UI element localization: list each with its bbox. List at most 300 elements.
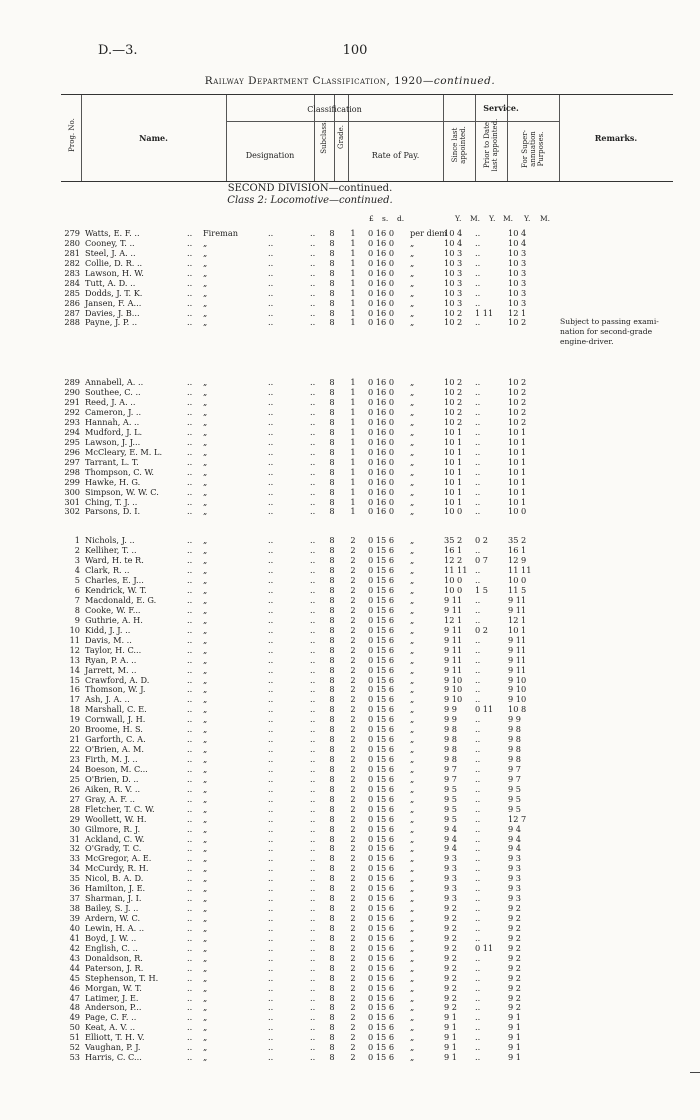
subclass-cell: 8 — [329, 307, 335, 318]
rate-cell: 0 15 6 — [368, 664, 395, 675]
table-row — [0, 238, 700, 248]
rate-period-cell: „ — [410, 1022, 415, 1033]
table-row — [0, 853, 700, 863]
rate-cell: 0 16 0 — [368, 397, 395, 408]
grade-cell: 1 — [350, 277, 356, 288]
superannuation-cell: 10 1 — [508, 476, 527, 487]
superannuation-cell: 9 11 — [508, 644, 527, 655]
prior-to-cell: .. — [475, 417, 481, 427]
grade-cell: 2 — [350, 734, 356, 745]
subclass-cell: 8 — [329, 247, 335, 258]
subclass-cell: 8 — [329, 833, 335, 844]
leader-dots: .. — [187, 823, 193, 834]
rate-period-cell: „ — [410, 644, 415, 655]
leader-dots: .. — [187, 436, 193, 447]
designation-cell: „ — [203, 436, 208, 447]
prior-to-cell: .. — [475, 1002, 481, 1013]
prior-to-cell: .. — [475, 377, 481, 388]
rate-cell: 0 15 6 — [368, 823, 395, 834]
superannuation-cell: 9 3 — [508, 853, 522, 864]
name-cell: Harris, C. C... — [85, 1052, 142, 1063]
leader-dots: .. — [268, 377, 274, 388]
leader-dots: .. — [187, 267, 193, 278]
superannuation-cell: 10 0 — [508, 575, 527, 586]
rate-cell: 0 15 6 — [368, 883, 395, 894]
designation-cell: „ — [203, 903, 208, 914]
leader-dots: .. — [187, 446, 193, 457]
prog-no-cell: 26 — [69, 783, 80, 794]
table-row — [0, 704, 700, 714]
grade-cell: 2 — [350, 932, 356, 943]
since-last-cell: 9 11 — [444, 654, 463, 665]
superannuation-cell: 10 1 — [508, 436, 527, 447]
designation-cell: „ — [203, 377, 208, 388]
table-row — [0, 1012, 700, 1022]
since-last-cell: 12 2 — [444, 555, 463, 566]
grade-cell: 2 — [350, 803, 356, 814]
name-cell: Parsons, D. I. — [85, 506, 141, 517]
prior-to-cell: .. — [475, 446, 481, 457]
subclass-cell: 8 — [329, 228, 335, 238]
leader-dots: .. — [310, 903, 316, 914]
leader-dots: .. — [310, 317, 316, 328]
rate-cell: 0 15 6 — [368, 694, 395, 705]
designation-cell: „ — [203, 407, 208, 418]
leader-dots: .. — [268, 634, 274, 645]
table-row — [0, 535, 700, 545]
leader-dots: .. — [268, 913, 274, 923]
leader-dots: .. — [310, 694, 316, 705]
rate-cell: 0 15 6 — [368, 595, 395, 605]
rate-cell: 0 15 6 — [368, 714, 395, 725]
table-row — [0, 555, 700, 565]
subclass-cell: 8 — [329, 545, 335, 556]
superannuation-cell: 9 2 — [508, 932, 522, 943]
rate-period-cell: „ — [410, 883, 415, 894]
prog-no-cell: 31 — [69, 833, 80, 844]
leader-dots: .. — [268, 317, 274, 328]
leader-dots: .. — [310, 654, 316, 665]
leader-dots: .. — [268, 893, 274, 904]
grade-cell: 2 — [350, 744, 356, 755]
prog-no-cell: 43 — [69, 952, 80, 963]
grade-cell: 2 — [350, 952, 356, 963]
since-last-cell: 9 4 — [444, 843, 458, 854]
leader-dots: .. — [310, 793, 316, 804]
leader-dots: .. — [310, 773, 316, 784]
superannuation-cell: 9 4 — [508, 833, 522, 844]
rate-cell: 0 15 6 — [368, 813, 395, 824]
name-cell: Jansen, F. A... — [85, 297, 142, 308]
leader-dots: .. — [187, 387, 193, 398]
prog-no-cell: 21 — [69, 734, 80, 745]
prog-no-cell: 290 — [64, 387, 80, 398]
designation-cell: „ — [203, 833, 208, 844]
designation-cell: „ — [203, 922, 208, 933]
rate-cell: 0 15 6 — [368, 1012, 395, 1023]
leader-dots: .. — [310, 476, 316, 487]
name-cell: Garforth, C. A. — [85, 734, 146, 745]
leader-dots: .. — [268, 873, 274, 884]
leader-dots: .. — [310, 714, 316, 725]
superannuation-cell: 9 10 — [508, 684, 527, 695]
table-row — [0, 993, 700, 1003]
leader-dots: .. — [187, 624, 193, 635]
name-cell: Ching, T. J. .. — [85, 496, 138, 507]
table-row — [0, 1042, 700, 1052]
subclass-cell: 8 — [329, 604, 335, 615]
designation-cell: „ — [203, 575, 208, 586]
designation-cell: „ — [203, 496, 208, 507]
since-last-cell: 10 1 — [444, 446, 463, 457]
rate-period-cell: „ — [410, 893, 415, 904]
since-last-cell: 9 2 — [444, 962, 458, 973]
leader-dots: .. — [187, 297, 193, 308]
prior-to-cell: .. — [475, 883, 481, 894]
leader-dots: .. — [268, 773, 274, 784]
rate-period-cell: „ — [410, 664, 415, 675]
since-last-cell: 12 1 — [444, 614, 463, 625]
rate-period-cell: „ — [410, 863, 415, 874]
leader-dots: .. — [187, 962, 193, 973]
leader-dots: .. — [268, 545, 274, 556]
name-cell: McCurdy, R. H. — [85, 863, 149, 874]
leader-dots: .. — [268, 575, 274, 586]
since-last-cell: 10 2 — [444, 397, 463, 408]
leader-dots: .. — [310, 456, 316, 467]
since-last-cell: 9 3 — [444, 863, 458, 874]
superannuation-cell: 10 2 — [508, 387, 527, 398]
rate-cell: 0 15 6 — [368, 1032, 395, 1043]
superannuation-cell: 9 1 — [508, 1012, 522, 1023]
subclass-cell: 8 — [329, 1012, 335, 1023]
since-last-cell: 10 3 — [444, 277, 463, 288]
table-row — [0, 684, 700, 694]
designation-cell: „ — [203, 1012, 208, 1023]
grade-cell: 1 — [350, 307, 356, 318]
subclass-cell: 8 — [329, 873, 335, 884]
prior-to-cell: .. — [475, 426, 481, 437]
leader-dots: .. — [310, 913, 316, 923]
leader-dots: .. — [187, 754, 193, 764]
rate-cell: 0 15 6 — [368, 972, 395, 983]
since-last-cell: 10 3 — [444, 257, 463, 268]
rate-cell: 0 15 6 — [368, 913, 395, 923]
since-last-cell: 10 2 — [444, 377, 463, 388]
rate-period-cell: „ — [410, 773, 415, 784]
prior-to-cell: .. — [475, 1022, 481, 1033]
grade-cell: 2 — [350, 843, 356, 854]
rate-period-cell: „ — [410, 535, 415, 546]
name-cell: McGregor, A. E. — [85, 853, 152, 864]
designation-cell: „ — [203, 565, 208, 576]
leader-dots: .. — [310, 466, 316, 477]
superannuation-cell: 9 2 — [508, 962, 522, 973]
prog-no-cell: 25 — [69, 773, 80, 784]
prior-to-cell: .. — [475, 595, 481, 605]
since-last-cell: 9 5 — [444, 803, 458, 814]
rate-period-cell: „ — [410, 634, 415, 645]
rate-cell: 0 16 0 — [368, 426, 395, 437]
leader-dots: .. — [310, 863, 316, 874]
since-last-cell: 9 11 — [444, 624, 463, 635]
prog-no-cell: 7 — [74, 595, 80, 605]
rate-period-cell: „ — [410, 237, 415, 248]
superannuation-cell: 10 4 — [508, 228, 527, 238]
table-row — [0, 744, 700, 754]
grade-cell: 1 — [350, 297, 356, 308]
grade-cell: 2 — [350, 614, 356, 625]
leader-dots: .. — [187, 724, 193, 735]
leader-dots: .. — [268, 704, 274, 715]
superannuation-cell: 9 3 — [508, 873, 522, 884]
table-row — [0, 298, 700, 308]
name-cell: Morgan, W. T. — [85, 982, 142, 993]
subclass-cell: 8 — [329, 1042, 335, 1053]
prog-no-cell: 291 — [64, 397, 80, 408]
subclass-cell: 8 — [329, 982, 335, 993]
table-row — [0, 467, 700, 477]
remarks-cell: nation for second-grade — [560, 327, 653, 337]
leader-dots: .. — [187, 257, 193, 268]
subclass-cell: 8 — [329, 913, 335, 923]
leader-dots: .. — [310, 823, 316, 834]
superannuation-cell: 9 11 — [508, 654, 527, 665]
prior-to-cell: .. — [475, 228, 481, 238]
rate-cell: 0 16 0 — [368, 297, 395, 308]
rate-cell: 0 15 6 — [368, 744, 395, 755]
grade-cell: 2 — [350, 535, 356, 546]
subclass-cell: 8 — [329, 277, 335, 288]
table-row — [0, 665, 700, 675]
leader-dots: .. — [310, 545, 316, 556]
prior-to-cell: .. — [475, 684, 481, 695]
leader-dots: .. — [310, 1012, 316, 1023]
superannuation-cell: 10 1 — [508, 624, 527, 635]
subclass-cell: 8 — [329, 754, 335, 764]
since-last-cell: 10 1 — [444, 426, 463, 437]
name-cell: Jarrett, M. .. — [85, 664, 137, 675]
rate-cell: 0 16 0 — [368, 456, 395, 467]
name-cell: Kelliher, T. .. — [85, 545, 137, 556]
subclass-cell: 8 — [329, 763, 335, 774]
subclass-cell: 8 — [329, 1022, 335, 1033]
superannuation-cell: 10 2 — [508, 317, 527, 328]
rate-period-cell: „ — [410, 257, 415, 268]
unit-pence: d. — [397, 214, 405, 223]
leader-dots: .. — [268, 744, 274, 755]
rate-cell: 0 15 6 — [368, 535, 395, 546]
leader-dots: .. — [310, 257, 316, 268]
rate-period-cell: „ — [410, 1042, 415, 1053]
grade-cell: 2 — [350, 922, 356, 933]
leader-dots: .. — [268, 694, 274, 705]
leader-dots: .. — [310, 277, 316, 288]
leader-dots: .. — [310, 624, 316, 635]
prog-no-cell: 281 — [64, 247, 80, 258]
leader-dots: .. — [187, 1012, 193, 1023]
subclass-cell: 8 — [329, 684, 335, 695]
grade-cell: 1 — [350, 417, 356, 427]
name-cell: English, C. .. — [85, 942, 138, 953]
title-main: Railway Department Classification — [204, 75, 387, 87]
leader-dots: .. — [268, 883, 274, 894]
prog-no-cell: 6 — [74, 585, 80, 596]
rate-period-cell: „ — [410, 585, 415, 596]
rate-cell: 0 15 6 — [368, 833, 395, 844]
since-last-cell: 9 4 — [444, 833, 458, 844]
leader-dots: .. — [187, 664, 193, 675]
prior-to-cell: .. — [475, 664, 481, 675]
rate-period-cell: „ — [410, 754, 415, 764]
rate-cell: 0 15 6 — [368, 674, 395, 685]
name-cell: Guthrie, A. H. — [85, 614, 143, 625]
since-last-cell: 9 3 — [444, 883, 458, 894]
rate-period-cell: „ — [410, 565, 415, 576]
designation-cell: „ — [203, 773, 208, 784]
subclass-cell: 8 — [329, 436, 335, 447]
rate-period-cell: „ — [410, 744, 415, 755]
name-cell: Cooke, W. F... — [85, 604, 141, 615]
rate-cell: 0 15 6 — [368, 604, 395, 615]
leader-dots: .. — [268, 277, 274, 288]
since-last-cell: 10 3 — [444, 247, 463, 258]
leader-dots: .. — [187, 397, 193, 408]
superannuation-cell: 9 1 — [508, 1022, 522, 1033]
prog-no-cell: 293 — [64, 417, 80, 427]
since-last-cell: 9 2 — [444, 982, 458, 993]
superannuation-cell: 12 1 — [508, 307, 527, 318]
designation-cell: „ — [203, 694, 208, 705]
prog-no-cell: 282 — [64, 257, 80, 268]
name-cell: Lewin, H. A. .. — [85, 922, 145, 933]
subclass-cell: 8 — [329, 922, 335, 933]
subclass-cell: 8 — [329, 952, 335, 963]
leader-dots: .. — [187, 903, 193, 914]
since-last-cell: 9 11 — [444, 644, 463, 655]
designation-cell: „ — [203, 614, 208, 625]
superannuation-cell: 9 8 — [508, 754, 522, 764]
name-cell: Firth, M. J. .. — [85, 754, 138, 764]
subclass-cell: 8 — [329, 744, 335, 755]
since-last-cell: 9 2 — [444, 903, 458, 914]
leader-dots: .. — [310, 397, 316, 408]
rate-period-cell: „ — [410, 624, 415, 635]
prog-no-cell: 37 — [69, 893, 80, 904]
rate-cell: 0 15 6 — [368, 773, 395, 784]
leader-dots: .. — [268, 446, 274, 457]
rate-cell: 0 15 6 — [368, 644, 395, 655]
table-row — [0, 387, 700, 397]
group-gap — [0, 516, 700, 535]
rate-period-cell: „ — [410, 575, 415, 586]
prior-to-cell: .. — [475, 803, 481, 814]
leader-dots: .. — [187, 773, 193, 784]
rate-period-cell: per diem — [410, 228, 448, 238]
page-number: 100 — [342, 43, 368, 58]
leader-dots: .. — [268, 982, 274, 993]
leader-dots: .. — [187, 604, 193, 615]
since-last-cell: 10 1 — [444, 476, 463, 487]
leader-dots: .. — [268, 763, 274, 774]
rate-period-cell: „ — [410, 982, 415, 993]
leader-dots: .. — [268, 922, 274, 933]
rate-period-cell: „ — [410, 476, 415, 487]
rate-cell: 0 16 0 — [368, 237, 395, 248]
leader-dots: .. — [310, 992, 316, 1003]
prior-to-cell: .. — [475, 506, 481, 517]
subclass-cell: 8 — [329, 803, 335, 814]
prog-no-cell: 23 — [69, 754, 80, 764]
superannuation-cell: 9 3 — [508, 863, 522, 874]
leader-dots: .. — [268, 624, 274, 635]
rate-cell: 0 16 0 — [368, 466, 395, 477]
rate-period-cell: „ — [410, 952, 415, 963]
rate-cell: 0 15 6 — [368, 545, 395, 556]
prior-to-cell: .. — [475, 744, 481, 755]
prior-to-cell: .. — [475, 397, 481, 408]
leader-dots: .. — [310, 1052, 316, 1063]
rate-cell: 0 15 6 — [368, 1022, 395, 1033]
rate-cell: 0 15 6 — [368, 555, 395, 566]
designation-cell: „ — [203, 913, 208, 923]
prior-to-cell: 0 11 — [475, 942, 494, 953]
header-designation: Designation — [245, 151, 295, 160]
unit-months-3: M. — [540, 214, 551, 223]
designation-cell: „ — [203, 466, 208, 477]
designation-cell: „ — [203, 783, 208, 794]
leader-dots: .. — [268, 863, 274, 874]
grade-cell: 1 — [350, 237, 356, 248]
table-row — [0, 754, 700, 764]
table-body — [0, 228, 700, 1062]
name-cell: Cooney, T. .. — [85, 237, 135, 248]
prog-no-cell: 17 — [69, 694, 80, 705]
grade-cell: 2 — [350, 565, 356, 576]
prior-to-cell: .. — [475, 496, 481, 507]
designation-cell: „ — [203, 545, 208, 556]
section-subtitle: Class 2: Locomotive—continued. — [227, 195, 393, 206]
since-last-cell: 9 8 — [444, 744, 458, 755]
grade-cell: 2 — [350, 754, 356, 764]
prior-to-cell: 1 5 — [475, 585, 489, 596]
leader-dots: .. — [187, 873, 193, 884]
since-last-cell: 9 10 — [444, 674, 463, 685]
leader-dots: .. — [187, 506, 193, 517]
superannuation-cell: 11 11 — [508, 565, 532, 576]
leader-dots: .. — [268, 853, 274, 864]
table-row — [0, 774, 700, 784]
rate-period-cell: „ — [410, 903, 415, 914]
header-name: Name. — [139, 133, 168, 143]
leader-dots: .. — [310, 228, 316, 238]
since-last-cell: 10 3 — [444, 297, 463, 308]
designation-cell: „ — [203, 307, 208, 318]
subclass-cell: 8 — [329, 496, 335, 507]
since-last-cell: 11 11 — [444, 565, 468, 576]
superannuation-cell: 10 3 — [508, 257, 527, 268]
rate-period-cell: „ — [410, 1052, 415, 1063]
leader-dots: .. — [268, 555, 274, 566]
leader-dots: .. — [187, 1052, 193, 1063]
grade-cell: 2 — [350, 724, 356, 735]
since-last-cell: 10 2 — [444, 387, 463, 398]
name-cell: Elliott, T. H. V. — [85, 1032, 145, 1043]
prior-to-cell: .. — [475, 407, 481, 418]
prog-no-cell: 287 — [64, 307, 80, 318]
name-cell: Reed, J. A. .. — [85, 397, 136, 408]
rate-period-cell: „ — [410, 317, 415, 328]
